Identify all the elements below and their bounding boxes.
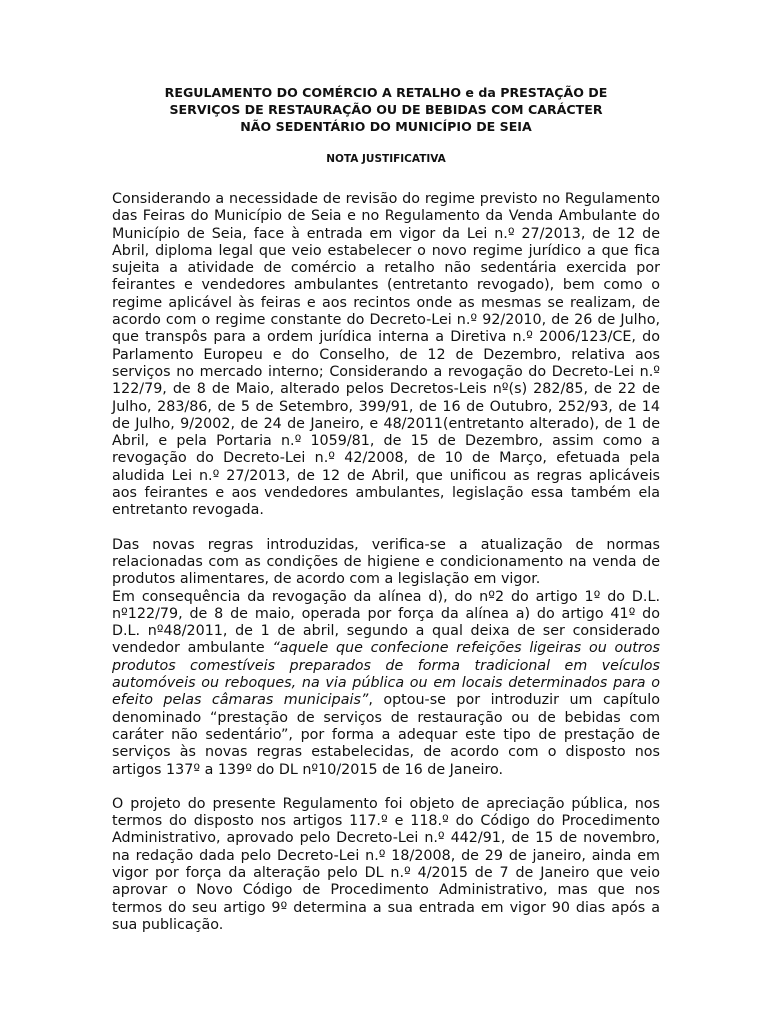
- paragraph-4: O projeto do presente Regulamento foi objeto de apreciação pública, nos termos do disposto nos artigos 117.º e 118.º do Código do Procedimento Administrativo, aprovado pelo Decreto-Lei n.º 442/91, de 15 de novembro, na redação dada pelo Decreto-Lei n.º 18/2008, de 29 de janeiro, ainda em vigor por força da alteração pelo DL n.º 4/2015 de 7 de Janeiro que veio aprovar o Novo Código de Procedimento Administrativo, mas que nos termos do seu artigo 9º determina a sua entrada em vigor 90 dias após a sua publicação.: [112, 795, 660, 933]
- document-title: [112, 84, 660, 135]
- section-heading: NOTA JUSTIFICATIVA: [326, 153, 446, 165]
- paragraph-3-conclusion: , optou-se por introduzir um capítulo denominado “prestação de serviços de restauração ou de bebidas com caráter não sedentário”, por forma a adequar este tipo de prestação de serviços às novas regras estabelecidas, de acordo com o disposto nos artigos 137º a 139º do DL nº10/2015 de 16 de Janeiro.: [112, 692, 660, 778]
- paragraph-1: Considerando a necessidade de revisão do regime previsto no Regulamento das Feiras do Município de Seia e no Regulamento da Venda Ambulante do Município de Seia, face à entrada em vigor da Lei n.º 27/2013, de 12 de Abril, diploma legal que veio estabelecer o novo regime jurídico a que fica sujeita a atividade de comércio a retalho não sedentária exercida por feirantes e vendedores ambulantes (entretanto revogado), bem como o regime aplicável às feiras e aos recintos onde as mesmas se realizam, de acordo com o regime constante do Decreto-Lei n.º 92/2010, de 26 de Julho, que transpôs para a ordem jurídica interna a Diretiva n.º 2006/123/CE, do Parlamento Europeu e do Conselho, de 12 de Dezembro, relativa aos serviços no mercado interno; Considerando a revogação do Decreto-Lei n.º 122/79, de 8 de Maio, alterado pelos Decretos-Leis nº(s) 282/85, de 22 de Julho, 283/86, de 5 de Setembro, 399/91, de 16 de Outubro, 252/93, de 14 de Julho, 9/2002, de 24 de Janeiro, e 48/2011(entretanto alterado), de 1 de Abril, e pela Portaria n.º 1059/81, de 15 de Dezembro, assim como a revogação do Decreto-Lei n.º 42/2008, de 10 de Março, efetuada pela aludida Lei n.º 27/2013, de 12 de Abril, que unificou as regras aplicáveis aos feirantes e aos vendedores ambulantes, legislação essa também ela entretanto revogada.: [112, 191, 660, 519]
- title-line-3: NÃO SEDENTÁRIO DO MUNICÍPIO DE SEIA: [240, 119, 532, 134]
- paragraph-2: Das novas regras introduzidas, verifica-se a atualização de normas relacionadas com as condições de higiene e condicionamento na venda de produtos alimentares, de acordo com a legislação em vigor.: [112, 536, 660, 588]
- document-body: [112, 191, 660, 934]
- paragraph-3-quote: “aquele que confecione refeições ligeiras ou outros produtos comestíveis preparados de forma tradicional em veículos automóveis ou reboques, na via pública ou em locais determinados para o efeito pelas câmaras municipais”: [112, 640, 660, 709]
- title-line-2: SERVIÇOS DE RESTAURAÇÃO OU DE BEBIDAS COM CARÁCTER: [169, 102, 603, 117]
- paragraph-3-intro: Em consequência da revogação da alínea d), do nº2 do artigo 1º do D.L. nº122/79, de 8 de maio, operada por força da alínea a) do artigo 41º do D.L. nº48/2011, de 1 de abril, segundo a qual deixa de ser considerado vendedor ambulante: [112, 588, 660, 657]
- document-page: [112, 84, 660, 934]
- title-line-1: REGULAMENTO DO COMÉRCIO A RETALHO e da PRESTAÇÃO DE: [164, 85, 608, 100]
- paragraph-3: [112, 589, 660, 779]
